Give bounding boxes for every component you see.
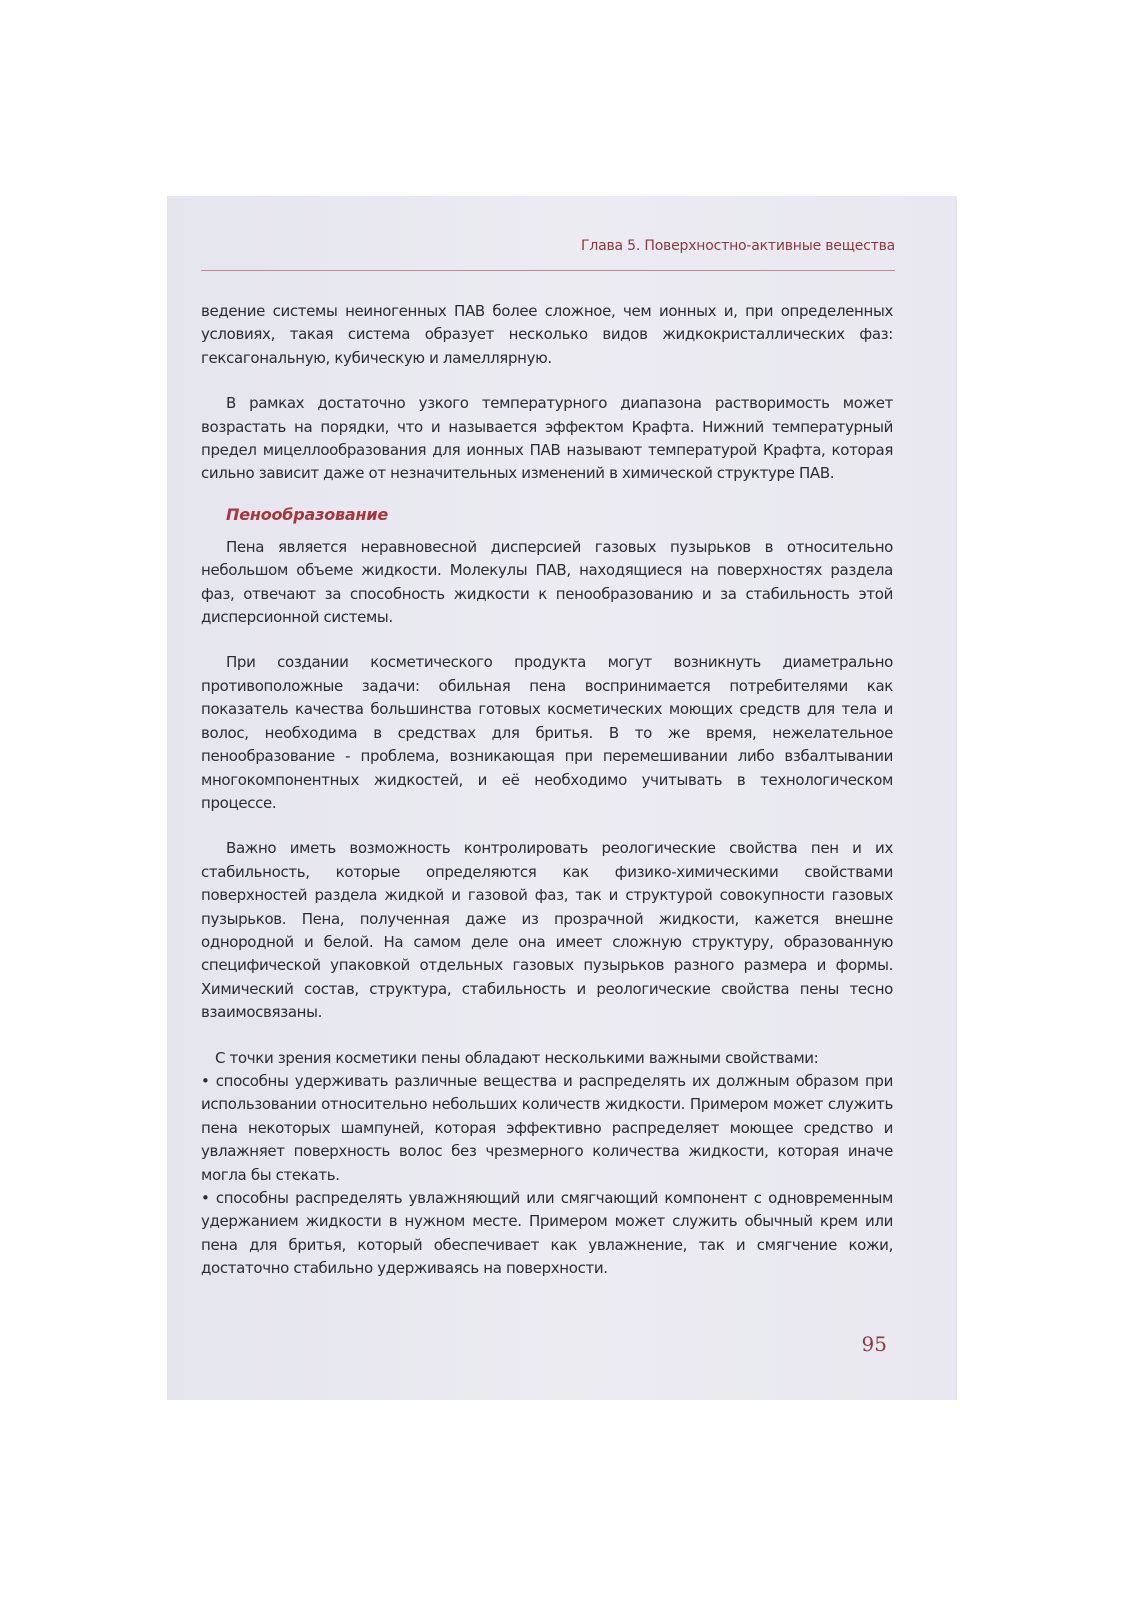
page-content [201, 300, 893, 1281]
bullet-item-moisturize: • способны распределять увлажняющий или смягчающий компонент с одновременным удержанием жидкости в нужном месте. Примером может служить обычный крем или пена для бритья, который обеспечивает как увлажнение, так и смягчение кожи, достаточно стабильно удерживаясь на поверхности. [201, 1189, 893, 1278]
section-heading: Пенообразование [226, 504, 389, 524]
running-header: Глава 5. Поверхностно-активные вещества [581, 238, 895, 254]
book-page [167, 196, 957, 1400]
paragraph-kraft-effect: В рамках достаточно узкого температурного диапазона растворимость может возрастать на порядки, что и называется эффектом Крафта. Нижний температурный предел мицеллообразования для ионных ПАВ называют температурой Крафта, которая сильно зависит даже от незначительных изменений в химической структуре ПАВ. [201, 394, 893, 483]
paragraph-foam-definition: Пена является неравновесной дисперсией газовых пузырьков в относительно небольшом объеме жидкости. Молекулы ПАВ, находящиеся на поверхностях раздела фаз, отвечают за способность жидкости к пенообразованию и за стабильность этой дисперсионной системы. [201, 537, 893, 627]
header-divider [201, 270, 895, 271]
paragraph-foam-properties-intro: С точки зрения косметики пены обладают несколькими важными свойствами: [215, 1048, 819, 1067]
page-number: 95 [861, 1332, 887, 1356]
paragraph-foam-tasks: При создании косметического продукта могут возникнуть диаметрально противоположные задачи: обильная пена воспринимается потребителями как показатель качества большинства готовых косметических моющих средств для тела и волос, необходима в средствах для бритья. В то же время, нежелательное пенообразование - проблема, возникающая при перемешивании либо взбалтывании многокомпонентных жидкостей, и её необходимо учитывать в технологическом процессе. [201, 653, 893, 812]
paragraph-foam-rheology: Важно иметь возможность контролировать реологические свойства пен и их стабильность, которые определяются как физико-химическими свойствами поверхностей раздела жидкой и газовой фаз, так и структурой совокупности газовых пузырьков. Пена, полученная даже из прозрачной жидкости, кажется внешне однородной и белой. На самом деле она имеет сложную структуру, образованную специфической упаковкой отдельных газовых пузырьков разного размера и формы. Химический состав, структура, стабильность и реологические свойства пены тесно взаимосвязаны. [201, 839, 893, 1022]
bullet-item-distribute: • способны удерживать различные вещества и распределять их должным образом при использовании относительно небольших количеств жидкости. Примером может служить пена некоторых шампуней, которая эффективно распределяет моющее средство и увлажняет поверхность волос без чрезмерного количества жидкости, которая иначе могла бы стекать. [201, 1071, 893, 1184]
paragraph-continuation: ведение системы неиногенных ПАВ более сложное, чем ионных и, при определенных условиях, такая система образует несколько видов жидкокристаллических фаз: гексагональную, кубическую и ламеллярную. [201, 302, 893, 367]
